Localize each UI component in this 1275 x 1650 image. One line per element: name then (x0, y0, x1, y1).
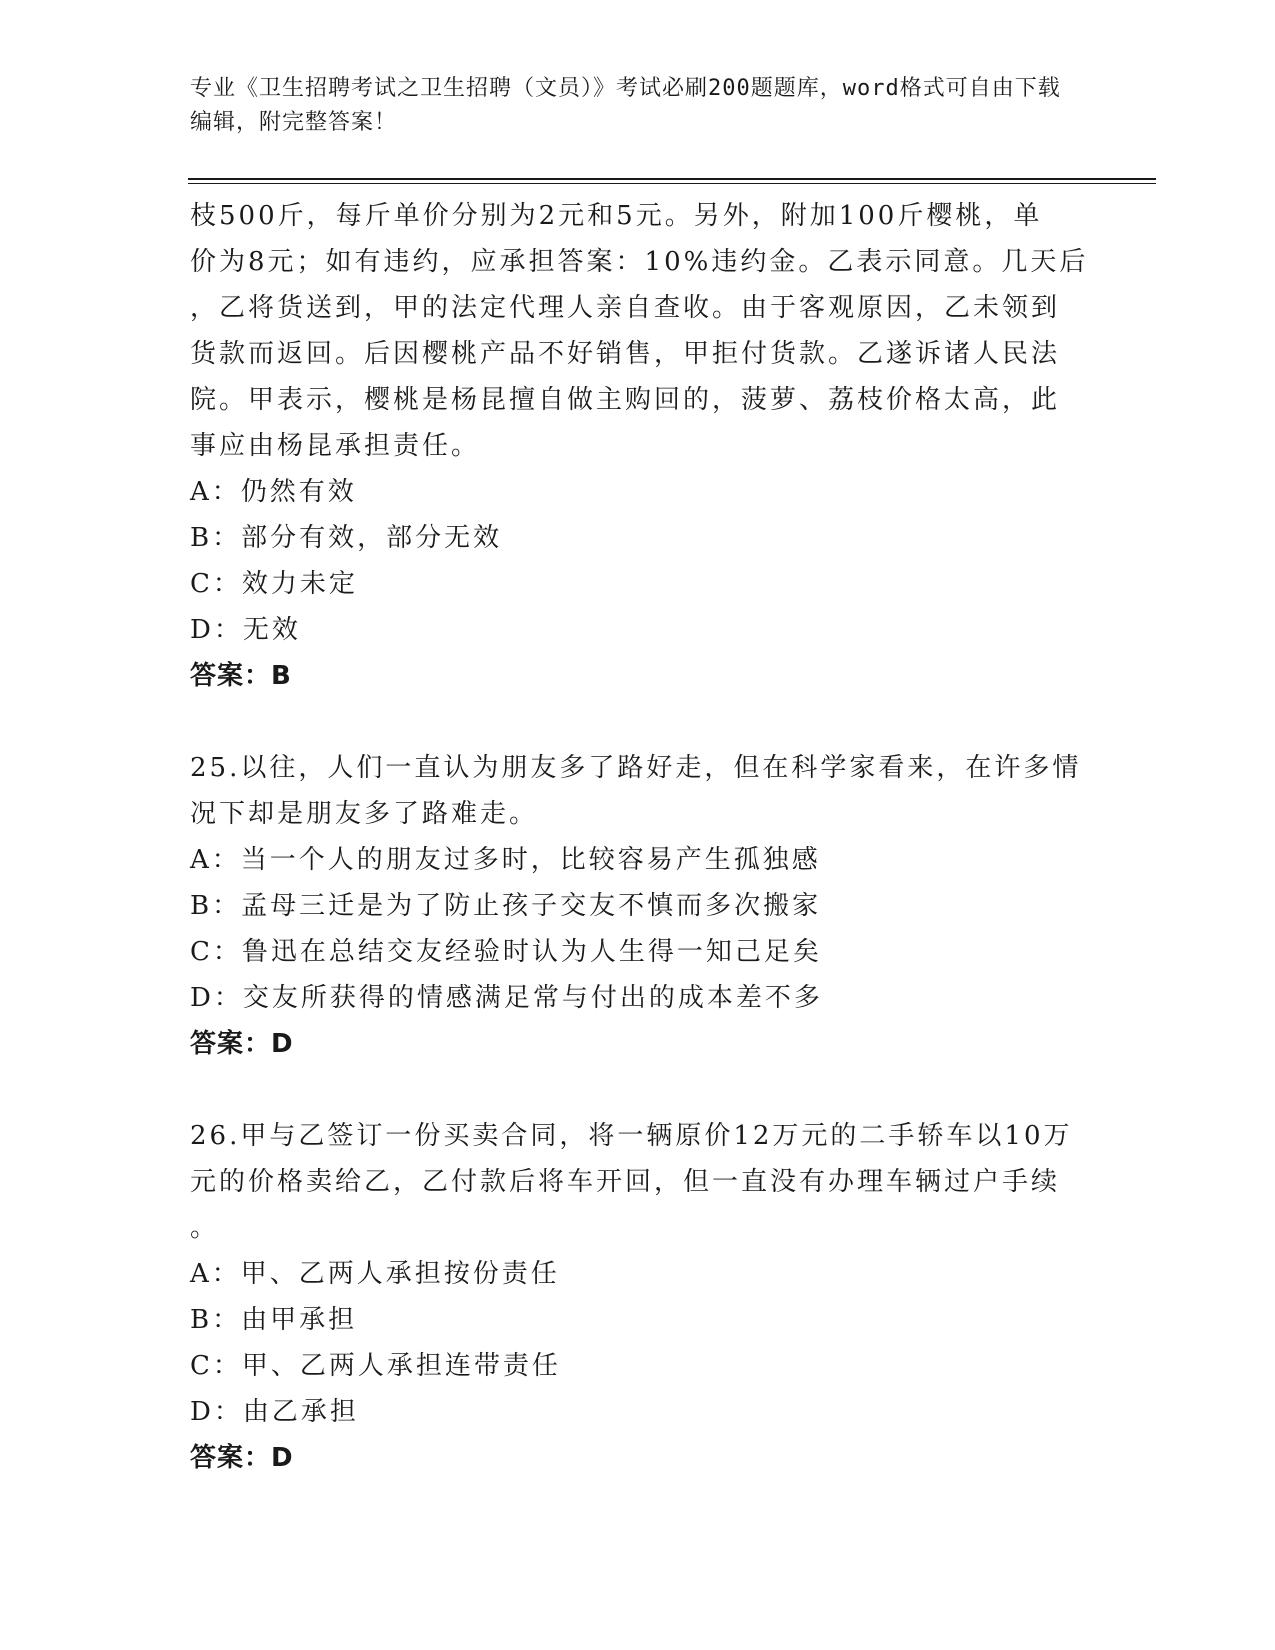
question-text-line: 况下却是朋友多了路难走。 (190, 799, 539, 829)
option-a: A：仍然有效 (190, 477, 357, 507)
question-26 (190, 1113, 1090, 1481)
header-divider-thin (188, 183, 1156, 184)
question-text-line: 价为8元；如有违约，应承担答案：10%违约金。乙表示同意。几天后 (190, 247, 1089, 277)
question-text-line: 事应由杨昆承担责任。 (190, 431, 481, 461)
option-b: B：部分有效，部分无效 (190, 523, 503, 553)
question-text-line: 。 (190, 1213, 220, 1243)
option-c: C：鲁迅在总结交友经验时认为人生得一知己足矣 (190, 937, 822, 967)
option-a: A：当一个人的朋友过多时，比较容易产生孤独感 (190, 845, 821, 875)
question-text-line: 26.甲与乙签订一份买卖合同，将一辆原价12万元的二手轿车以10万 (190, 1121, 1073, 1151)
option-d: D：无效 (190, 615, 301, 645)
question-text-line: 货款而返回。后因樱桃产品不好销售，甲拒付货款。乙遂诉诸人民法 (190, 339, 1061, 369)
question-text-line: 25.以往，人们一直认为朋友多了路好走，但在科学家看来，在许多情 (190, 753, 1082, 783)
option-b: B：孟母三迁是为了防止孩子交友不慎而多次搬家 (190, 891, 822, 921)
question-content (190, 193, 1090, 1481)
question-text-line: 院。甲表示，樱桃是杨昆擅自做主购回的，菠萝、荔枝价格太高，此 (190, 385, 1061, 415)
answer-line: 答案：D (190, 1029, 294, 1059)
question-text-line: 元的价格卖给乙，乙付款后将车开回，但一直没有办理车辆过户手续 (190, 1167, 1061, 1197)
option-d: D：由乙承担 (190, 1397, 359, 1427)
question-text-line: 枝500斤，每斤单价分别为2元和5元。另外，附加100斤樱桃，单 (190, 201, 1043, 231)
answer-line: 答案：B (190, 661, 292, 691)
question-continued (190, 193, 1090, 699)
spacer (190, 699, 1090, 745)
option-c: C：甲、乙两人承担连带责任 (190, 1351, 561, 1381)
spacer (190, 1067, 1090, 1113)
answer-line: 答案：D (190, 1443, 294, 1473)
option-b: B：由甲承担 (190, 1305, 358, 1335)
question-text-line: ，乙将货送到，甲的法定代理人亲自查收。由于客观原因，乙未领到 (190, 293, 1061, 323)
option-c: C：效力未定 (190, 569, 358, 599)
header-divider-thick (188, 178, 1156, 180)
document-header: 专业《卫生招聘考试之卫生招聘（文员）》考试必刷200题题库，word格式可自由下载编辑，附完整答案！ (190, 76, 1061, 135)
option-d: D：交友所获得的情感满足常与付出的成本差不多 (190, 983, 823, 1013)
option-a: A：甲、乙两人承担按份责任 (190, 1259, 560, 1289)
question-25 (190, 745, 1090, 1067)
